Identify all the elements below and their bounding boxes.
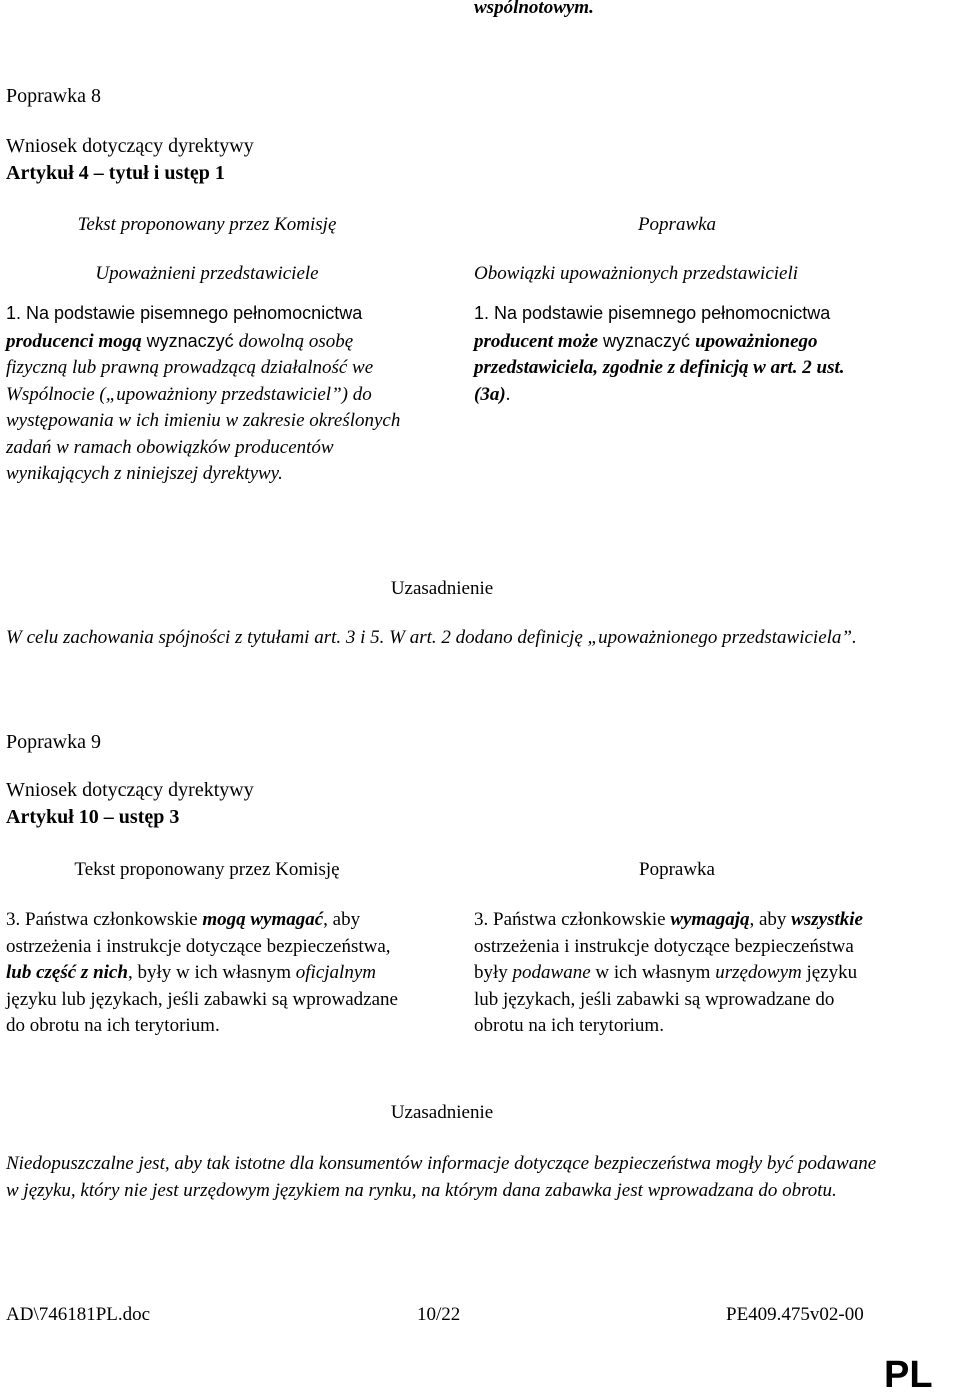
amendment-9-right-header: Poprawka [639,859,715,880]
footer-doc-ref: AD\746181PL.doc [6,1304,151,1325]
amendment-text-emphasis: wymagają [670,909,750,930]
amendment-text-emphasis: upoważnionego przedstawiciela, zgodnie z definicją w art. 2 ust. (3a) [474,330,845,405]
amendment-9-justification-text: Niedopuszczalne jest, aby tak istotne dla konsumentów informacje dotyczące bezpieczeństwa mogły być podawane w języku, który nie jest urzędowym językiem na rynku, na którym dana zabawka jest wprowadzana do obrotu. [6,1153,877,1201]
amendment-8-right-header: Poprawka [637,214,717,235]
amendment-9-left-header: Tekst proponowany przez Komisję [74,859,340,880]
amendment-8-right-subtitle: Obowiązki upoważnionych przedstawicieli [474,263,799,284]
amendment-text-part: 3. Państwa członkowskie [474,909,671,930]
previous-page-fragment: wspólnotowym. [474,0,594,18]
amendment-8-left-header: Tekst proponowany przez Komisję [77,214,337,235]
commission-text-part: , były w ich własnym [127,962,296,983]
amendment-9-amendment-text [474,907,886,1040]
amendment-8-justification-text: W celu zachowania spójności z tytułami art. 3 i 5. W art. 2 dodano definicję „upoważnionego przedstawiciela”. [6,627,857,648]
commission-text-emphasis: producenci mogą [6,330,142,352]
footer-pe-ref: PE409.475v02-00 [726,1304,864,1325]
amendment-text-italic: podawane [512,962,591,983]
amendment-9-commission-text [6,907,411,1040]
amendment-9-title: Poprawka 9 [6,731,101,753]
commission-text-part: języku lub językach, jeśli zabawki są wprowadzane do obrotu na ich terytorium. [6,988,398,1036]
amendment-9-justification-label: Uzasadnienie [390,1102,494,1123]
amendment-text-part: 1. Na podstawie pisemnego pełnomocnictwa [474,303,831,323]
amendment-text-part: . [505,383,511,405]
commission-text-part: 3. Państwa członkowskie [6,909,203,930]
amendment-9-proposal-line: Wniosek dotyczący dyrektywy [6,779,254,801]
amendment-8-justification-label: Uzasadnienie [390,578,494,599]
amendment-text-part: wyznaczyć [598,330,696,351]
commission-text-part: 1. Na podstawie pisemnego pełnomocnictwa [6,303,363,323]
amendment-text-part: , aby [749,909,792,930]
amendment-9-article-line: Artykuł 10 – ustęp 3 [6,806,180,828]
commission-text-part: , aby ostrzeżenia i instrukcje dotyczące bezpieczeństwa, [6,909,391,957]
footer-page-number: 10/22 [417,1304,461,1325]
amendment-text-part: ostrzeżenia i instrukcje dotyczące bezpieczeństwa były [474,935,854,983]
amendment-8-article-line: Artykuł 4 – tytuł i ustęp 1 [6,162,225,184]
amendment-8-left-subtitle: Upoważnieni przedstawiciele [95,263,319,284]
amendment-text-emphasis: wszystkie [791,909,863,930]
footer-language-code: PL [884,1354,933,1396]
amendment-text-part: w ich własnym [590,962,716,983]
commission-text-emphasis: mogą wymagać [202,909,324,930]
commission-text-italic: oficjalnym [295,962,376,983]
commission-text-italic: dowolną osobę fizyczną lub prawną prowadzącą działalność we Wspólnocie („upoważniony przedstawiciel”) do występowania w ich imieniu w zakresie określonych zadań w ramach obowiązków producentów wynikających z niniejszej dyrektywy. [6,330,401,484]
amendment-text-part: języku lub językach, jeśli zabawki są wprowadzane do obrotu na ich terytorium. [474,962,858,1036]
amendment-8-proposal-line: Wniosek dotyczący dyrektywy [6,135,254,157]
amendment-text-emphasis: producent może [474,330,599,352]
amendment-text-italic: urzędowym [715,962,802,983]
commission-text-part: wyznaczyć [141,330,239,351]
amendment-8-commission-text [6,300,401,488]
amendment-8-amendment-text [474,300,884,408]
commission-text-emphasis: lub część z nich [6,962,128,983]
amendment-8-title: Poprawka 8 [6,85,101,107]
